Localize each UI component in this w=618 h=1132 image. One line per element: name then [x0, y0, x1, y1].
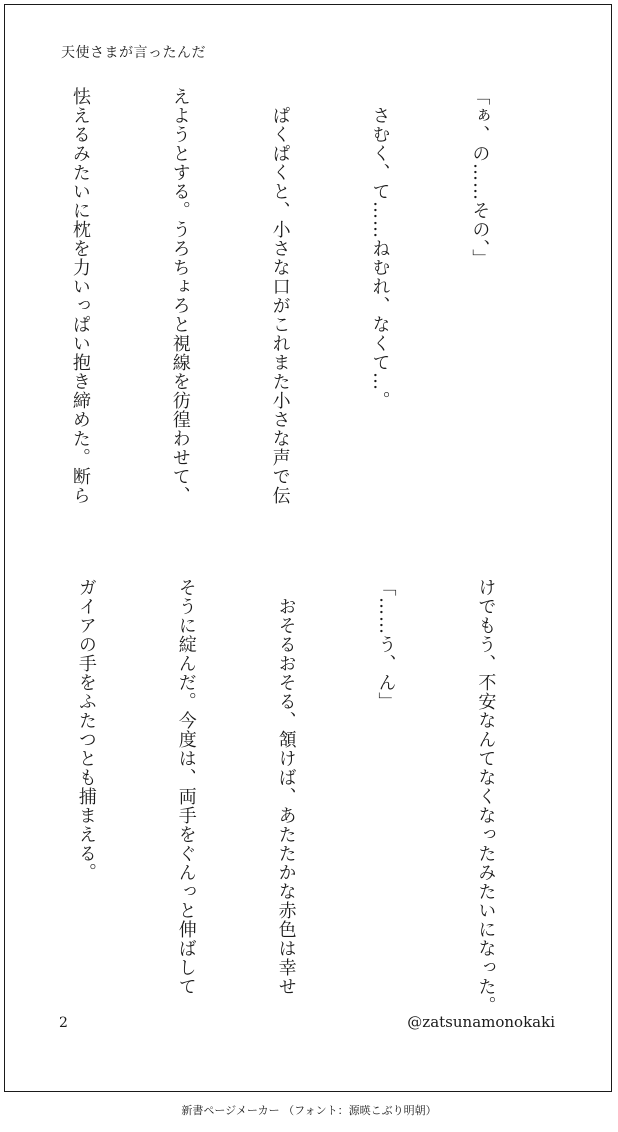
lower-text-block	[0, 578, 569, 1033]
text-line: 「ぁ、の……その、」	[469, 87, 491, 268]
text-line	[0, 578, 3, 1033]
text-line: さむく、て……ねむれ、なくて…。	[369, 87, 391, 410]
upper-text-block	[0, 87, 563, 542]
text-line: そうに綻んだ。今度は、両手をぐんっと伸ばして	[175, 578, 197, 996]
text-line: 怯えるみたいに枕を力いっぱい抱き締めた。断ら	[69, 87, 91, 505]
text-line: えようとする。うろちょろと視線を彷徨わせて、	[169, 87, 191, 505]
author-handle: @zatsunamonokaki	[407, 1013, 555, 1031]
text-line: おそるおそる、頷けば、あたたかな赤色は幸せ	[275, 578, 297, 996]
text-line: ぱくぱくと、小さな口がこれまた小さな声で伝	[269, 87, 291, 505]
text-line: けでもう、不安なんてなくなったみたいになった。	[475, 578, 497, 1015]
page-number: 2	[59, 1015, 68, 1031]
page-title: 天使さまが言ったんだ	[61, 45, 206, 61]
text-line: 「……う、ん」	[375, 578, 397, 711]
page-frame	[4, 4, 612, 1092]
footer-credit: 新書ページメーカー （フォント：源暎こぶり明朝）	[181, 1104, 437, 1117]
text-line: ガイアの手をふたつとも捕まえる。	[75, 578, 97, 882]
